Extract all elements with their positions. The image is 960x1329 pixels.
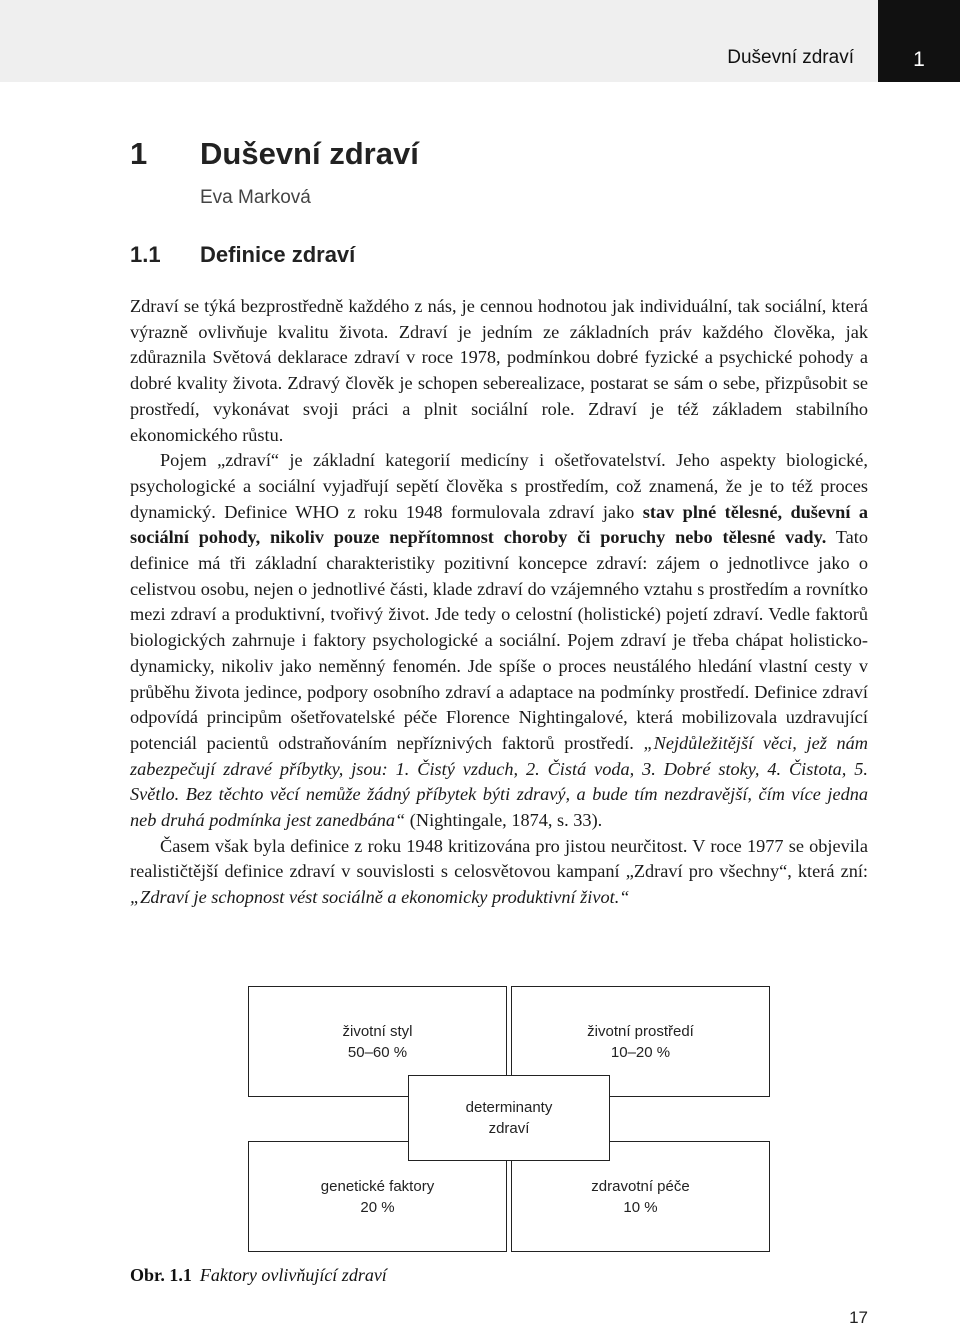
chapter-number: 1	[130, 136, 148, 171]
lifestyle-label: životní styl	[342, 1022, 413, 1040]
box-healthcare	[511, 1141, 770, 1252]
section-heading	[130, 242, 355, 268]
chapter-number-tab: 1	[878, 0, 960, 82]
box-environment	[511, 986, 770, 1097]
center-line-1: determinanty	[465, 1099, 553, 1116]
chapter-heading	[130, 136, 419, 172]
figure-label: Obr. 1.1	[130, 1265, 192, 1285]
chapter-author: Eva Marková	[200, 187, 311, 208]
running-header-title: Duševní zdraví	[727, 47, 854, 68]
definition-1977-quote: „Zdraví je schopnost vést sociálně a ekonomicky produktivní život.“	[130, 887, 630, 908]
paragraph-3-text: Časem však byla definice z roku 1948 kritizována pro jistou neurčitost. V roce 1977 se objevila realističtější definice zdraví v souvislosti s celosvětovou kampaní „Zdraví pro všechny“, která zní:	[130, 835, 868, 882]
paragraph-2-text: Pojem „zdraví“ je základní kategorií medicíny i ošetřovatelství. Jeho aspekty biologické, psychologické a sociální vyjadřují sepětí člověka s prostředím, což znamená, že je to též proces dynamický. Definice WHO z roku 1948 formulovala zdraví jako	[130, 450, 868, 522]
figure-caption	[130, 1265, 387, 1286]
page-number: 17	[849, 1308, 868, 1327]
paragraph-1-text: Zdraví se týká bezprostředně každého z nás, je cennou hodnotou jak individuální, tak sociální, která výrazně ovlivňuje kvalitu života. Zdraví je jedním ze základních práv každého člověka, jak zdůraznila Světová deklarace zdraví v roce 1978, podmínkou dobré fyzické a psychické pohody a dobré kvality života. Zdravý člověk je schopen seberealizace, postarat se sám o sebe, přizpůsobit se prostředí, vykonávat svoji práci a plnit sociální role. Zdraví je též základem stabilního ekonomického růstu.	[130, 296, 868, 445]
genetics-value: 20 %	[360, 1198, 395, 1216]
healthcare-value: 10 %	[623, 1198, 658, 1216]
body-text	[130, 294, 868, 911]
box-determinants-center	[408, 1075, 610, 1161]
environment-label: životní prostředí	[587, 1022, 694, 1040]
paragraph-1	[130, 294, 868, 448]
section-title: Definice zdraví	[200, 242, 356, 267]
running-header	[0, 0, 960, 82]
who-definition-bold: stav plné tělesné, duševní a sociální pohody, nikoliv pouze nepřítomnost choroby či poruchy nebo tělesné vady.	[130, 501, 868, 548]
nightingale-quote: „Nejdůležitější věci, jež nám zabezpečují zdravé příbytky, jsou: 1. Čistý vzduch, 2. Čistá voda, 3. Dobré stoky, 4. Čistota, 5. Světlo. Bez těchto věcí nemůže žádný příbytek býti zdravý, a bude tím nezdravější, čím více jedna neb druhá podmínka jest zanedbána“	[130, 732, 868, 831]
environment-value: 10–20 %	[610, 1043, 671, 1061]
box-lifestyle	[248, 986, 507, 1097]
chapter-title: Duševní zdraví	[200, 136, 419, 171]
figure-title: Faktory ovlivňující zdraví	[199, 1265, 387, 1285]
lifestyle-value: 50–60 %	[347, 1043, 408, 1061]
box-genetics	[248, 1141, 507, 1252]
paragraph-2-text-cont: Tato definice má tři základní charakteristiky pozitivní koncepce zdraví: zájem o jednotlivce jako o celistvou osobu, nejen o jednotlivé části, klade zdraví do vzájemného vztahu s prostředím a rovnítko mezi zdraví a produktivní, tvořivý život. Jde tedy o celostní (holistické) pojetí zdraví. Vedle faktorů biologických zahrnuje i faktory psychologické a sociální. Pojem zdraví je třeba chápat holisticko-dynamicky, nikoliv jako neměnný fenomén. Jde spíše o proces neustálého hledání vlastní cesty v průběhu života jedince, podpory osobního zdraví a adaptace na podmínky prostředí. Definice zdraví odpovídá principům ošetřovatelské péče Florence Nightingalové, která mobilizovala uzdravující potenciál pacientů odstraňováním nepříznivých faktorů prostředí.	[130, 527, 869, 753]
paragraph-3	[130, 834, 868, 911]
healthcare-label: zdravotní péče	[591, 1177, 690, 1195]
section-number: 1.1	[130, 242, 161, 267]
center-line-2: zdraví	[488, 1120, 530, 1137]
genetics-label: genetické faktory	[320, 1177, 435, 1195]
nightingale-citation: (Nightingale, 1874, s. 33).	[405, 810, 603, 831]
paragraph-2	[130, 448, 868, 834]
